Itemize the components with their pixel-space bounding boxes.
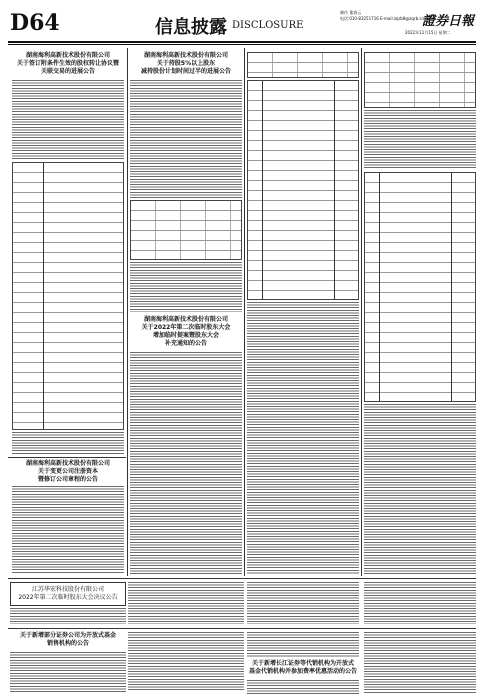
article-body — [364, 582, 476, 624]
article-body — [128, 582, 244, 624]
issue-date: 2022年11月15日 星期二 — [405, 30, 451, 35]
article-body — [12, 80, 124, 160]
phone-line: 电话:010-83251716 E-mail:zqrb9@zqrb.sina.net — [340, 16, 436, 21]
section-title-en: DISCLOSURE — [232, 20, 304, 31]
section-rule — [8, 578, 476, 579]
header-rule-thin — [8, 44, 476, 45]
data-table — [12, 162, 124, 430]
article-body — [128, 632, 244, 692]
masthead — [0, 0, 484, 44]
article-title: 湖南海利高新技术股份有限公司 关于2022年第二次临时股东大会 增加临时提案暨股东大会 补充通知的公告 — [130, 316, 242, 348]
article-separator — [8, 457, 126, 458]
column-divider — [361, 48, 362, 576]
article-body — [12, 432, 124, 454]
article-body — [130, 352, 242, 574]
proposal-table — [364, 172, 476, 402]
article-body — [247, 680, 359, 694]
column-divider — [244, 48, 245, 576]
newspaper-logo: 證券日報 — [422, 14, 475, 29]
article-body — [247, 632, 359, 658]
article-title: 湖南海利高新技术股份有限公司 关于变更公司注册资本 暨修订公司章程的公告 — [12, 460, 124, 484]
article-body — [130, 80, 242, 198]
proposal-table-header — [247, 52, 359, 78]
section-title: 信息披露 — [155, 17, 227, 38]
voting-table — [364, 52, 476, 108]
article-title: 关于新增部分证券公司为开放式基金 销售机构的公告 — [10, 632, 126, 648]
shareholding-table — [130, 200, 242, 260]
article-title: 湖南海利高新技术股份有限公司 关于持股5%以上股东 减持股份计划时间过半的进展公告 — [130, 52, 242, 76]
article-body — [12, 486, 124, 574]
header-rule — [8, 41, 476, 43]
editor-line: 制作 董春云 — [340, 10, 362, 15]
article-title-box: 江苏华宏科技股份有限公司 2022年第二次临时股东大会决议公告 — [10, 582, 126, 606]
column-divider — [127, 48, 128, 576]
article-body — [364, 404, 476, 574]
article-body — [364, 632, 476, 694]
page-number: D64 — [10, 10, 60, 36]
proposal-table — [247, 80, 359, 300]
article-title: 关于新增长江证券等代销机构为开放式 基金代销机构并参加费率优惠活动的公告 — [248, 660, 357, 675]
section-rule — [8, 628, 476, 629]
article-body — [364, 110, 476, 170]
article-body — [130, 262, 242, 312]
article-body — [10, 652, 126, 692]
article-body — [247, 302, 359, 574]
article-body — [10, 608, 126, 624]
article-title: 湖南海利高新技术股份有限公司 关于签订附条件生效的股权转让协议暨 关联交易的进展公告 — [12, 52, 124, 76]
article-body — [247, 582, 359, 624]
